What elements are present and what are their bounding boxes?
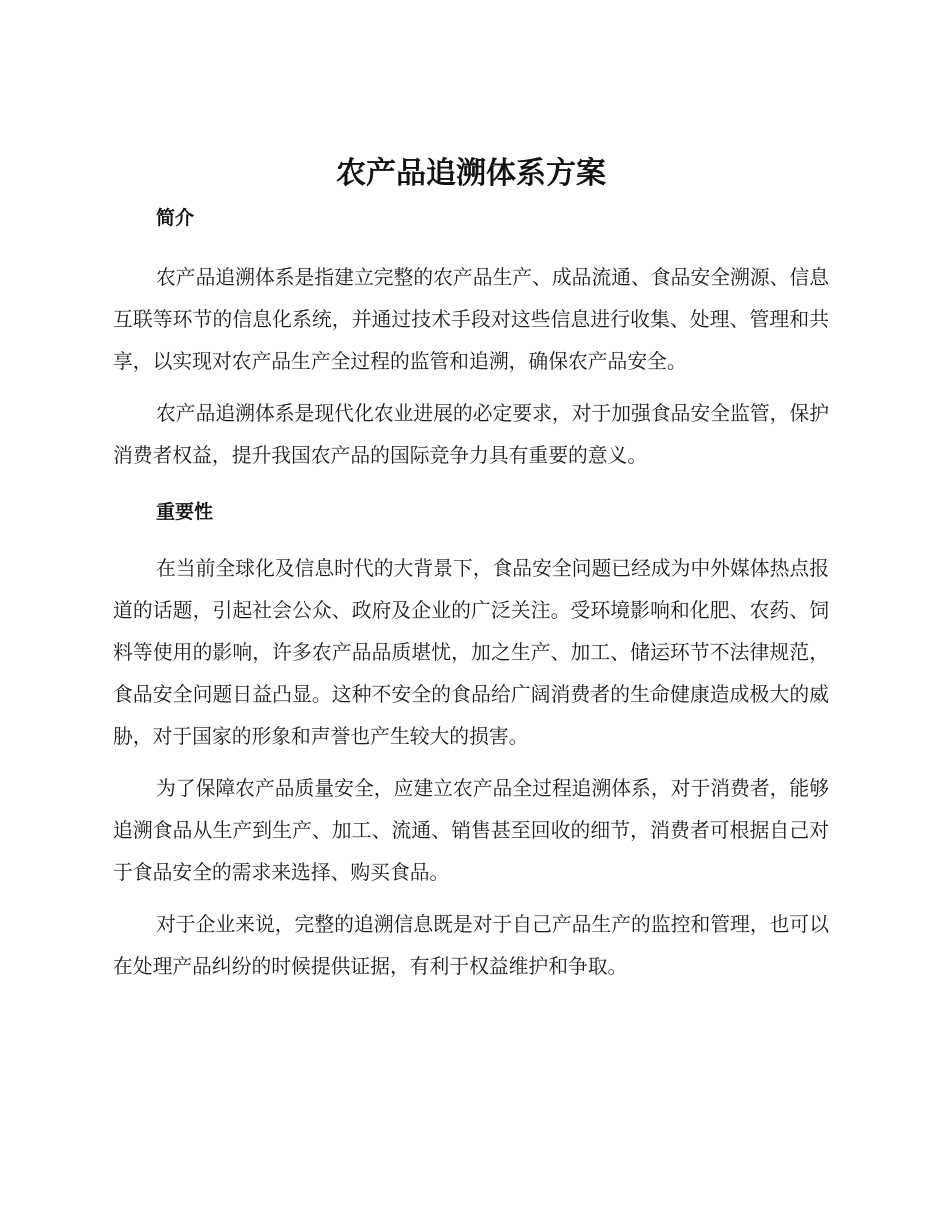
section-intro: [113, 203, 829, 477]
importance-paragraph-3: 对于企业来说，完整的追溯信息既是对于自己产品生产的监控和管理，也可以在处理产品纠纷的时候提供证据，有利于权益维护和争取。: [113, 913, 829, 978]
importance-paragraph-1: 在当前全球化及信息时代的大背景下，食品安全问题已经成为中外媒体热点报道的话题，引起社会公众、政府及企业的广泛关注。受环境影响和化肥、农药、饲料等使用的影响，许多农产品品质堪忧，加之生产、加工、储运环节不法律规范，食品安全问题日益凸显。这种不安全的食品给广阔消费者的生命健康造成极大的威胁，对于国家的形象和声誉也产生较大的损害。: [113, 557, 829, 748]
intro-paragraph-2: 农产品追溯体系是现代化农业进展的必定要求，对于加强食品安全监管，保护消费者权益，提升我国农产品的国际竞争力具有重要的意义。: [113, 402, 829, 467]
intro-paragraph-1: 农产品追溯体系是指建立完整的农产品生产、成品流通、食品安全溯源、信息互联等环节的信息化系统，并通过技术手段对这些信息进行收集、处理、管理和共享，以实现对农产品生产全过程的监管和追溯，确保农产品安全。: [113, 266, 829, 373]
importance-paragraph-2: 为了保障农产品质量安全，应建立农产品全过程追溯体系，对于消费者，能够追溯食品从生产到生产、加工、流通、销售甚至回收的细节，消费者可根据自己对于食品安全的需求来选择、购买食品。: [113, 777, 829, 884]
section-heading-importance: 重要性: [156, 501, 214, 523]
section-heading-intro: 简介: [156, 207, 195, 229]
section-importance: [113, 497, 829, 988]
document-body: [113, 150, 829, 988]
document-title: 农产品追溯体系方案: [336, 156, 606, 191]
